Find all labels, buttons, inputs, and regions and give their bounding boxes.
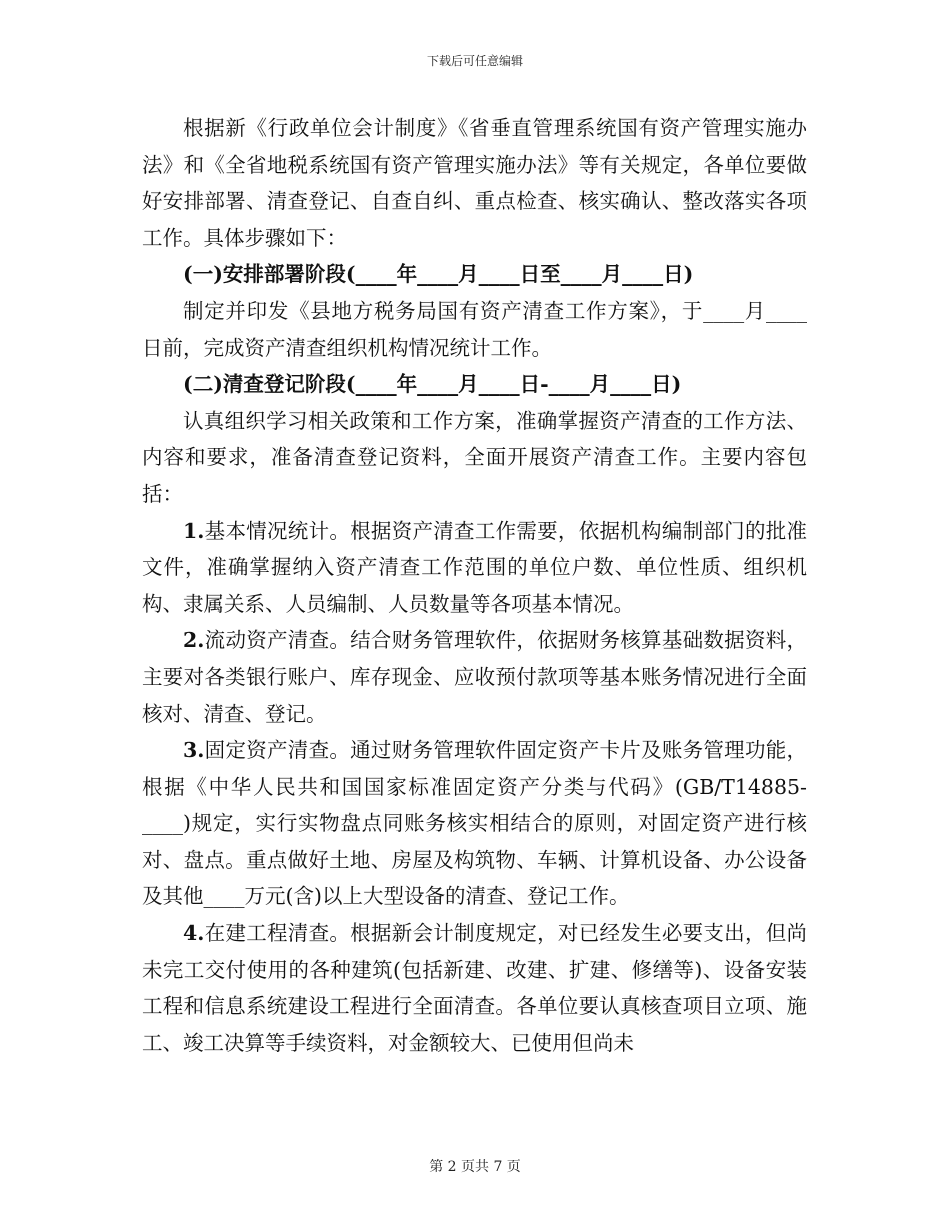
- list-number: 3.: [183, 738, 205, 763]
- list-item-4: [142, 915, 807, 1061]
- list-text: 基本情况统计。根据资产清查工作需要，依据机构编制部门的批准文件，准确掌握纳入资产清查工作范围的单位户数、单位性质、组织机构、隶属关系、人员编制、人员数量等各项基本情况。: [142, 518, 807, 616]
- page-header: 下载后可任意编辑: [426, 54, 523, 68]
- list-item-3: [142, 732, 807, 915]
- list-number: 1.: [183, 518, 205, 543]
- list-text: 固定资产清查。通过财务管理软件固定资产卡片及账务管理功能，根据《中华人民共和国国家标准固定资产分类与代码》(GB/T14885-____)规定，实行实物盘点同账务核实相结合的原则，对固定资产进行核对、盘点。重点做好土地、房屋及构筑物、车辆、计算机设备、办公设备及其他____万元(含)以上大型设备的清查、登记工作。: [142, 738, 807, 909]
- section-heading-2: (二)清查登记阶段(____年____月____日-____月____日): [183, 372, 682, 397]
- page-footer: 第 2 页共 7 页: [429, 1159, 521, 1175]
- list-item-2: [142, 622, 807, 732]
- section-heading-1: (一)安排部署阶段(____年____月____日至____月____日): [183, 262, 694, 287]
- list-number: 2.: [183, 628, 205, 653]
- list-item-1: [142, 513, 807, 623]
- section-1-paragraph: 制定并印发《县地方税务局国有资产清查工作方案》，于____月____日前，完成资产清查组织机构情况统计工作。: [142, 298, 807, 360]
- list-text: 在建工程清查。根据新会计制度规定，对已经发生必要支出，但尚未完工交付使用的各种建筑(包括新建、改建、扩建、修缮等)、设备安装工程和信息系统建设工程进行全面清查。各单位要认真核查项目立项、施工、竣工决算等手续资料，对金额较大、已使用但尚未: [142, 921, 807, 1055]
- intro-paragraph: 根据新《行政单位会计制度》《省垂直管理系统国有资产管理实施办法》和《全省地税系统国有资产管理实施办法》等有关规定，各单位要做好安排部署、清查登记、自查自纠、重点检查、核实确认、整改落实各项工作。具体步骤如下：: [142, 116, 807, 250]
- section-2-paragraph: 认真组织学习相关政策和工作方案，准确掌握资产清查的工作方法、内容和要求，准备清查登记资料，全面开展资产清查工作。主要内容包括：: [142, 408, 807, 506]
- document-body: [142, 110, 807, 1061]
- list-number: 4.: [183, 921, 205, 946]
- list-text: 流动资产清查。结合财务管理软件，依据财务核算基础数据资料，主要对各类银行账户、库存现金、应收预付款项等基本账务情况进行全面核对、清查、登记。: [142, 628, 807, 726]
